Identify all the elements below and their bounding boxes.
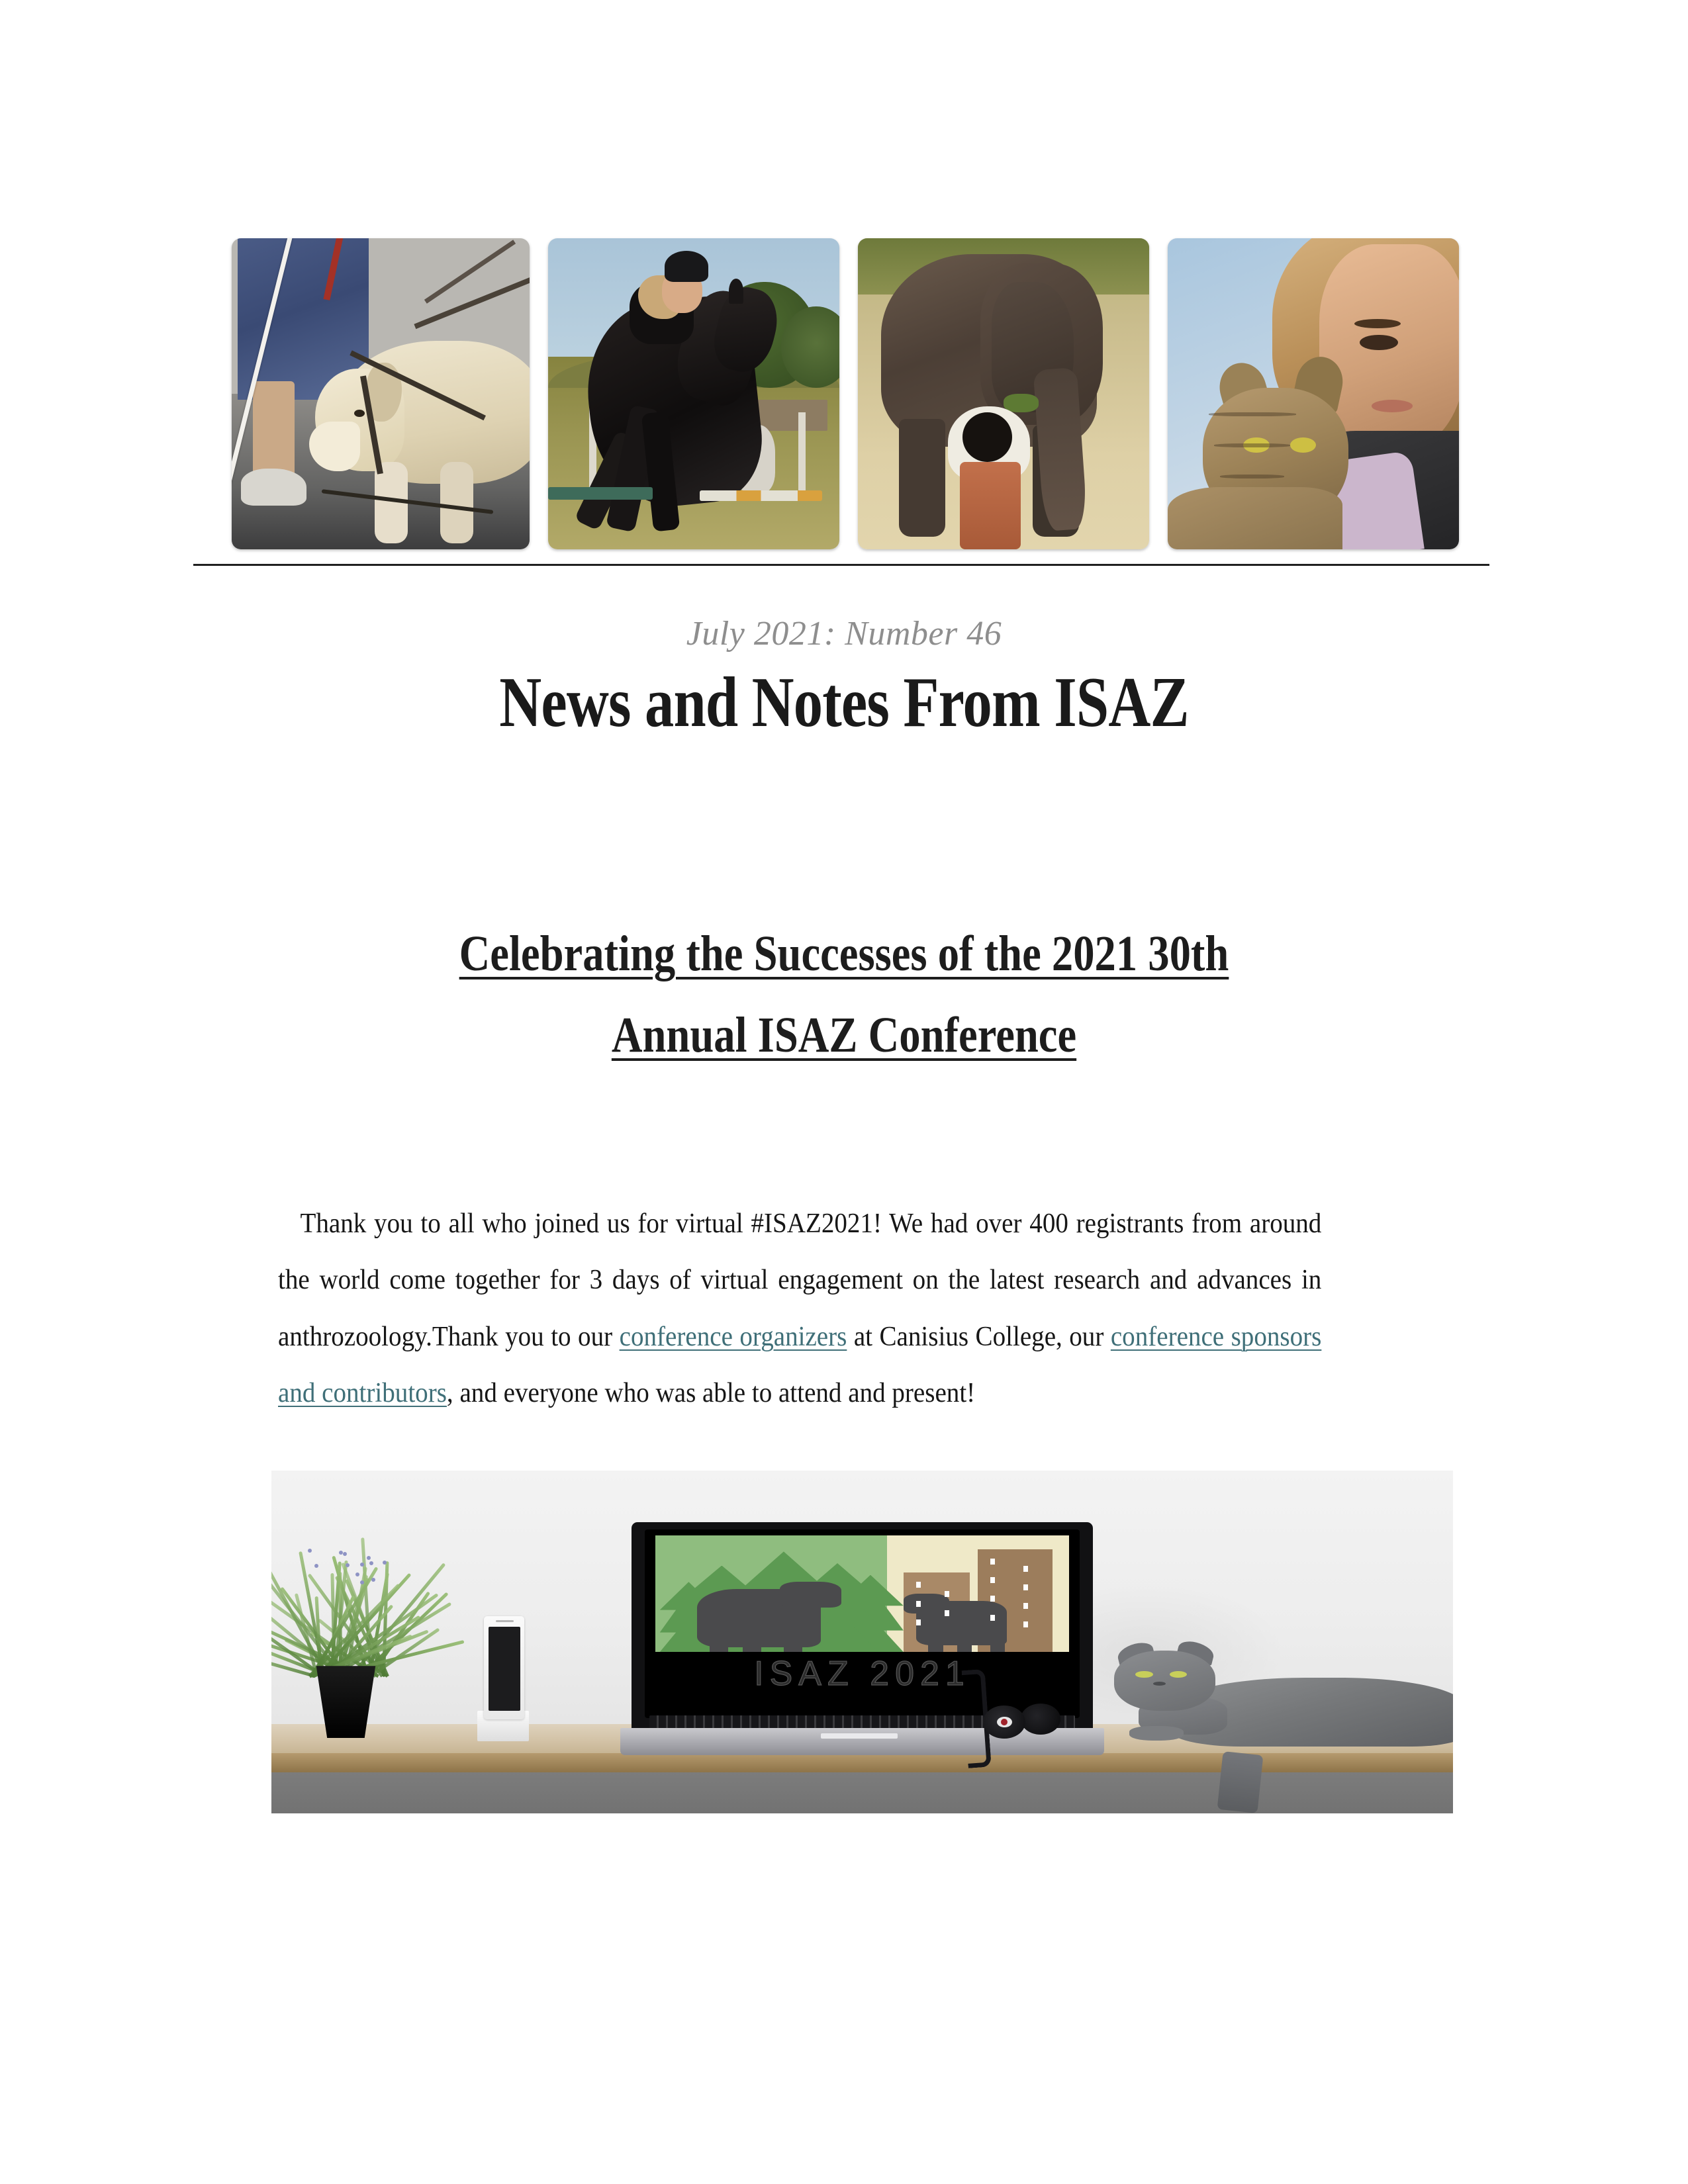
conference-sponsors-link[interactable]: conference sponsors and contributors [278, 1321, 1322, 1408]
body-paragraph [278, 1196, 1321, 1422]
isaz-2021-desk-photo [271, 1471, 1453, 1813]
potted-plant-icon [279, 1539, 413, 1676]
page-title: News and Notes From ISAZ [499, 663, 1189, 742]
woman-cat-photo [1168, 238, 1459, 549]
elephant-child-photo [858, 238, 1149, 549]
isaz-logo-art [655, 1535, 1068, 1653]
section-heading-line-1: Celebrating the Successes of the 2021 30th [459, 926, 1229, 981]
body-text-segment-2: at Canisius College, our [847, 1321, 1111, 1352]
header-divider [193, 564, 1489, 566]
guide-dog-photo [232, 238, 530, 549]
section-heading [340, 913, 1348, 1076]
laptop-screen [645, 1529, 1080, 1718]
horse-rider-photo [548, 238, 839, 549]
body-text-segment-3: , and everyone who was able to attend and present! [446, 1377, 976, 1408]
section-heading-line-2: Annual ISAZ Conference [611, 1007, 1077, 1064]
header-photo-strip [232, 238, 1463, 553]
body-text-segment-1: Thank you to all who joined us for virtual #ISAZ2021! We had over 400 registrants from around the world come together for 3 days of virtual engagement on the latest research and advances in anthrozoology.Thank you to our [278, 1208, 1322, 1352]
conference-organizers-link[interactable]: conference organizers [619, 1321, 847, 1352]
laptop-screen-label: ISAZ 2021 [754, 1655, 970, 1694]
issue-line: July 2021: Number 46 [686, 615, 1002, 653]
